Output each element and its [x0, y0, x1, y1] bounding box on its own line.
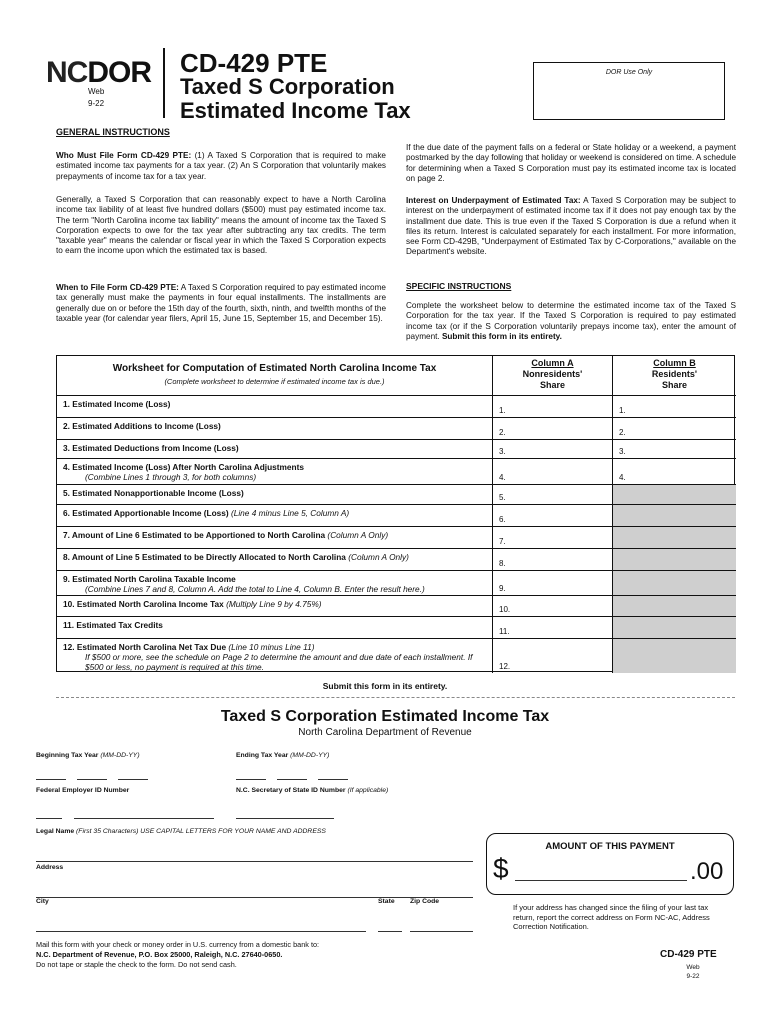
worksheet-line-label: 7. Amount of Line 6 Estimated to be Apportioned to North Carolina (Column A Only): [63, 530, 389, 540]
header-divider: [163, 48, 165, 118]
worksheet-line-9: [57, 571, 736, 596]
worksheet-line-label: 1. Estimated Income (Loss): [63, 399, 171, 409]
worksheet-line-label: 5. Estimated Nonapportionable Income (Loss): [63, 488, 244, 498]
worksheet-line-label: 6. Estimated Apportionable Income (Loss) (Line 4 minus Line 5, Column A): [63, 508, 350, 518]
worksheet-table: [56, 355, 735, 672]
worksheet-line-label: 4. Estimated Income (Loss) After North Carolina Adjustments (Combine Lines 1 through 3, for both columns): [63, 462, 304, 482]
column-b-shaded-line-10: [612, 596, 736, 616]
worksheet-line-label: 10. Estimated North Carolina Income Tax (Multiply Line 9 by 4.75%): [63, 599, 322, 609]
fein-suffix-line: [74, 813, 214, 819]
header-version: Web 9-22: [88, 87, 105, 108]
interest-paragraph: Interest on Underpayment of Estimated Tax: A Taxed S Corporation may be subject to interest on the underpayment of estimated income tax if it does not pay enough tax by the installment due date. This is true even if the Taxed S Corporation is due a refund when it files its return. Interest is calculated separately for each installment. For more information, see Form CD-429B, "Underpayment of Estimated Tax by C-Corporations," available on the Department's website.: [406, 196, 736, 257]
general-instructions-heading: GENERAL INSTRUCTIONS: [56, 127, 170, 137]
beginning-tax-year-label: Beginning Tax Year (MM-DD-YY): [36, 752, 140, 759]
when-to-file-paragraph: When to File Form CD-429 PTE: A Taxed S Corporation required to pay estimated income tax generally must make the payments in four equal installments. The installments are generally due on or before the 15th day of the fourth, sixth, ninth, and twelfth months of the taxable year (for calendar year filers, April 15, June 15, September 15, and December 15).: [56, 283, 386, 323]
worksheet-line-label: 12. Estimated North Carolina Net Tax Due (Line 10 minus Line 11) If $500 or more, see the schedule on Page 2 to determine the amount and due date of each installment. If $500 or less, no payment is required at this time.: [63, 642, 473, 672]
form-title-line2: Estimated Income Tax: [180, 98, 411, 123]
legal-name-line: [36, 856, 473, 862]
worksheet-line-label: 9. Estimated North Carolina Taxable Income (Combine Lines 7 and 8, Column A. Add the total to Line 4, Column B. Enter the result here.): [63, 574, 425, 594]
begin-yy-line: [118, 774, 148, 780]
column-b-shaded-line-12: [612, 639, 736, 673]
worksheet-line-3: [57, 440, 736, 459]
amount-of-payment-label: AMOUNT OF THIS PAYMENT: [545, 841, 675, 852]
column-b-shaded-line-8: [612, 549, 736, 570]
worksheet-line-11: [57, 617, 736, 639]
column-a-input-line-8[interactable]: 8.: [492, 549, 612, 570]
column-a-input-line-3[interactable]: 3.: [492, 440, 612, 458]
ending-tax-year-label: Ending Tax Year (MM-DD-YY): [236, 752, 330, 759]
state-label: State: [378, 898, 395, 905]
worksheet-line-label: 8. Amount of Line 5 Estimated to be Directly Allocated to North Carolina (Column A Only): [63, 552, 409, 562]
column-a-input-line-11[interactable]: 11.: [492, 617, 612, 638]
column-b-input-line-1[interactable]: 1.: [612, 396, 736, 417]
who-must-file-paragraph: Who Must File Form CD-429 PTE: (1) A Taxed S Corporation that is required to make estimated income tax payments for a tax year. (2) An S Corporation that voluntarily makes prepayments of income tax for a tax year.: [56, 151, 386, 181]
form-title-line1: Taxed S Corporation: [180, 74, 395, 99]
generally-paragraph: Generally, a Taxed S Corporation that can reasonably expect to have a North Carolina income tax liability of at least five hundred dollars ($500) must pay estimated income tax. The term "North Carolina income tax liability" means the amount of income tax the Taxed S Corporation expects to owe for the tax year after subtracting any tax credits. The term "taxable year" means the calendar or fiscal year in which the Taxed S Corporation expects to earn the income upon which the estimated tax is based.: [56, 195, 386, 256]
due-date-paragraph: If the due date of the payment falls on a federal or State holiday or a weekend, a payment postmarked by the day following that holiday or weekend is considered on time. A schedule for determining when a Taxed S Corporation must pay its estimated income tax is located on page 2.: [406, 143, 736, 183]
legal-name-label: Legal Name (First 35 Characters) USE CAPITAL LETTERS FOR YOUR NAME AND ADDRESS: [36, 828, 326, 835]
column-b-input-line-3[interactable]: 3.: [612, 440, 736, 458]
city-line: [36, 926, 366, 932]
begin-mm-line: [36, 774, 66, 780]
worksheet-line-8: [57, 549, 736, 571]
begin-dd-line: [77, 774, 107, 780]
worksheet-line-label: 11. Estimated Tax Credits: [63, 620, 163, 630]
voucher-title: Taxed S Corporation Estimated Income Tax: [220, 708, 550, 725]
address-label: Address: [36, 864, 64, 871]
column-b-input-line-4[interactable]: 4.: [612, 459, 736, 484]
address-change-note: If your address has changed since the filing of your last tax return, report the correct address on Form NC-AC, Address Correction Notification.: [513, 903, 710, 931]
cents-label: .00: [690, 858, 724, 885]
ncdor-logo: NCDOR: [46, 56, 152, 89]
fein-label: Federal Employer ID Number: [36, 787, 130, 794]
specific-instructions-heading: SPECIFIC INSTRUCTIONS: [406, 281, 512, 291]
worksheet-line-6: [57, 505, 736, 527]
worksheet-title: Worksheet for Computation of Estimated North Carolina Income Tax: [112, 363, 437, 374]
footer-form-number: CD-429 PTE: [660, 949, 717, 960]
state-line: [378, 926, 402, 932]
worksheet-line-label: 3. Estimated Deductions from Income (Loss): [63, 443, 239, 453]
sos-id-line: [236, 813, 334, 819]
zip-label: Zip Code: [410, 898, 440, 905]
mailing-instructions: Mail this form with your check or money order in U.S. currency from a domestic bank to: N.C. Department of Revenue, P.O. Box 25000, Raleigh, N.C. 27640-0650. Do not tape or staple the check to the form. Do not send cash.: [36, 940, 320, 969]
end-mm-line: [236, 774, 266, 780]
worksheet-line-2: [57, 418, 736, 440]
sos-id-label: N.C. Secretary of State ID Number (If applicable): [236, 787, 389, 794]
dollar-sign: $: [493, 853, 509, 884]
worksheet-line-label: 2. Estimated Additions to Income (Loss): [63, 421, 221, 431]
column-a-input-line-10[interactable]: 10.: [492, 596, 612, 616]
column-b-shaded-line-6: [612, 505, 736, 526]
specific-instructions-paragraph: Complete the worksheet below to determine the estimated income tax of the Taxed S Corporation for the tax year. If the Taxed S Corporation is required to pay estimated income tax (or if the S Corporation voluntarily prepays income tax), enter the amount of payment. Submit this form in its entirety.: [406, 301, 736, 341]
worksheet-header: [57, 356, 736, 396]
worksheet-line-10: [57, 596, 736, 617]
submit-note: Submit this form in its entirety.: [322, 681, 448, 691]
column-a-input-line-2[interactable]: 2.: [492, 418, 612, 439]
worksheet-subtitle: (Complete worksheet to determine if estimated income tax is due.): [164, 377, 385, 386]
worksheet-line-4: [57, 459, 736, 485]
worksheet-line-1: [57, 396, 736, 418]
voucher-subtitle: North Carolina Department of Revenue: [298, 727, 472, 738]
end-yy-line: [318, 774, 348, 780]
column-b-header: Column B Residents' Share: [612, 356, 736, 396]
column-a-input-line-12[interactable]: 12.: [492, 639, 612, 673]
column-a-input-line-9[interactable]: 9.: [492, 571, 612, 595]
end-dd-line: [277, 774, 307, 780]
column-a-input-line-6[interactable]: 6.: [492, 505, 612, 526]
column-a-input-line-7[interactable]: 7.: [492, 527, 612, 548]
column-a-input-line-1[interactable]: 1.: [492, 396, 612, 417]
footer-version: Web 9-22: [686, 964, 700, 980]
amount-of-payment-input[interactable]: [515, 880, 687, 881]
city-label: City: [36, 898, 49, 905]
form-number: CD-429 PTE: [180, 48, 328, 78]
column-b-shaded-line-9: [612, 571, 736, 595]
column-a-input-line-4[interactable]: 4.: [492, 459, 612, 484]
worksheet-line-5: [57, 485, 736, 505]
column-a-header: Column A Nonresidents' Share: [492, 356, 612, 396]
column-b-shaded-line-5: [612, 485, 736, 504]
address-line: [36, 892, 473, 898]
column-b-shaded-line-11: [612, 617, 736, 638]
cut-line: [56, 697, 735, 698]
fein-prefix-line: [36, 813, 62, 819]
zip-line: [410, 926, 473, 932]
dor-use-only-box: DOR Use Only: [533, 62, 725, 120]
worksheet-line-12: [57, 639, 736, 673]
column-b-input-line-2[interactable]: 2.: [612, 418, 736, 439]
worksheet-line-7: [57, 527, 736, 549]
column-a-input-line-5[interactable]: 5.: [492, 485, 612, 504]
column-b-shaded-line-7: [612, 527, 736, 548]
